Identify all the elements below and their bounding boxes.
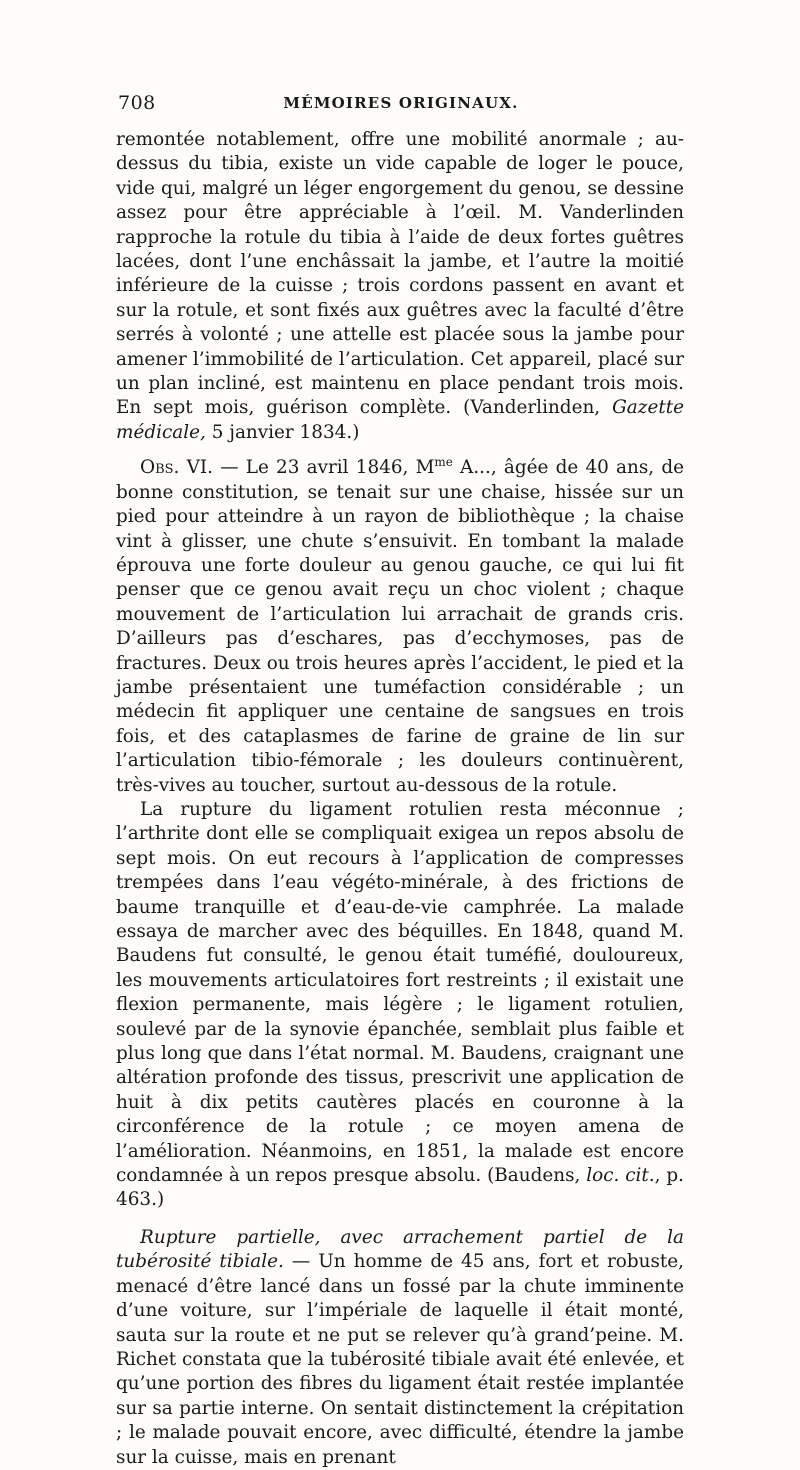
citation-page: , p. 463.) xyxy=(116,1165,684,1211)
mme-superscript: me xyxy=(434,455,453,470)
paragraph-rupture xyxy=(116,798,684,1213)
observation-paragraph xyxy=(116,456,684,798)
observation-text-b: A..., âgée de 40 ans, de bonne constitution, se tenait sur une chaise, hissée sur un pied pour atteindre à un rayon de bibliothèque ; la chaise vint à glisser, une chute s’ensuivit. En tombant la malade éprouva une forte douleur au genou gauche, ce qui lui fit penser que ce genou avait reçu un choc violent ; chaque mouvement de l’articulation lui arrachait de grands cris. D’ailleurs pas d’eschares, pas d’ecchymoses, pas de fractures. Deux ou trois heures après l’accident, le pied et la jambe présentaient une tuméfaction considérable ; un médecin fit appliquer une centaine de sangsues en trois fois, et des cataplasmes de farine de graine de lin sur l’articulation tibio-fémorale ; les douleurs continuèrent, très-vives au toucher, surtout au-dessous de la rotule. xyxy=(116,457,684,796)
paragraph-text: remontée notablement, offre une mobilité anormale ; au-dessus du tibia, existe un vide capable de loger le pouce, vide qui, malgré un léger engorgement du genou, se dessine assez pour être appréciable à l’œil. M. Vanderlinden rapproche la rotule du tibia à l’aide de deux fortes guêtres lacées, dont l’une enchâssait la jambe, et l’autre la moitié inférieure de la cuisse ; trois cordons passent en avant et sur la rotule, et sont fixés aux guêtres avec la faculté d’être serrés à volonté ; une attelle est placée sous la jambe pour amener l’immobilité de l’articulation. Cet appareil, placé sur un plan incliné, est maintenu en place pendant trois mois. En sept mois, guérison complète. (Vanderlinden, xyxy=(116,129,684,419)
body-text xyxy=(116,128,684,1470)
paragraph-continuation xyxy=(116,128,684,445)
section-heading: Rupture partielle, avec arrachement partiel de la tubérosité tibiale. xyxy=(116,1226,684,1273)
journal-title: Gazette médicale, xyxy=(116,397,684,443)
observation-label: Obs. VI. xyxy=(140,457,213,479)
citation-loc: loc. cit. xyxy=(586,1165,655,1187)
observation-text-a: — Le 23 avril 1846, M xyxy=(212,457,435,479)
running-title: MÉMOIRES ORIGINAUX. xyxy=(283,94,519,112)
page-number: 708 xyxy=(118,92,156,114)
paragraph-text: La rupture du ligament rotulien resta méconnue ; l’arthrite dont elle se compliquait exigea un repos absolu de sept mois. On eut recours à l’application de compresses trempées dans l’eau végéto-minérale, à des frictions de baume tranquille et d’eau-de-vie camphrée. La malade essaya de marcher avec des béquilles. En 1848, quand M. Baudens fut consulté, le genou était tuméfié, douloureux, les mouvements articulatoires fort restreints ; il existait une flexion permanente, mais légère ; le ligament rotulien, soulevé par de la synovie épanchée, semblait plus faible et plus long que dans l’état normal. M. Baudens, craignant une altération profonde des tissus, prescrivit une application de huit à dix petits cautères placés en couronne à la circonférence de la rotule ; ce moyen amena de l’amélioration. Néanmoins, en 1851, la malade est encore condamnée à un repos presque absolu. (Baudens, xyxy=(116,798,684,1187)
citation-date: 5 janvier 1834.) xyxy=(205,421,360,443)
paragraph-text: — Un homme de 45 ans, fort et robuste, menacé d’être lancé dans un fossé par la chute imminente d’une voiture, sur l’impériale de laquelle il était monté, sauta sur la route et ne put se relever qu’à grand’peine. M. Richet constata que la tubérosité tibiale avait été enlevée, et qu’une portion des fibres du ligament était restée implantée sur sa partie interne. On sentait distinctement la crépitation ; le malade pouvait encore, avec difficulté, étendre la jambe sur la cuisse, mais en prenant xyxy=(116,1251,684,1468)
section-paragraph xyxy=(116,1226,684,1470)
page-header xyxy=(118,92,684,122)
